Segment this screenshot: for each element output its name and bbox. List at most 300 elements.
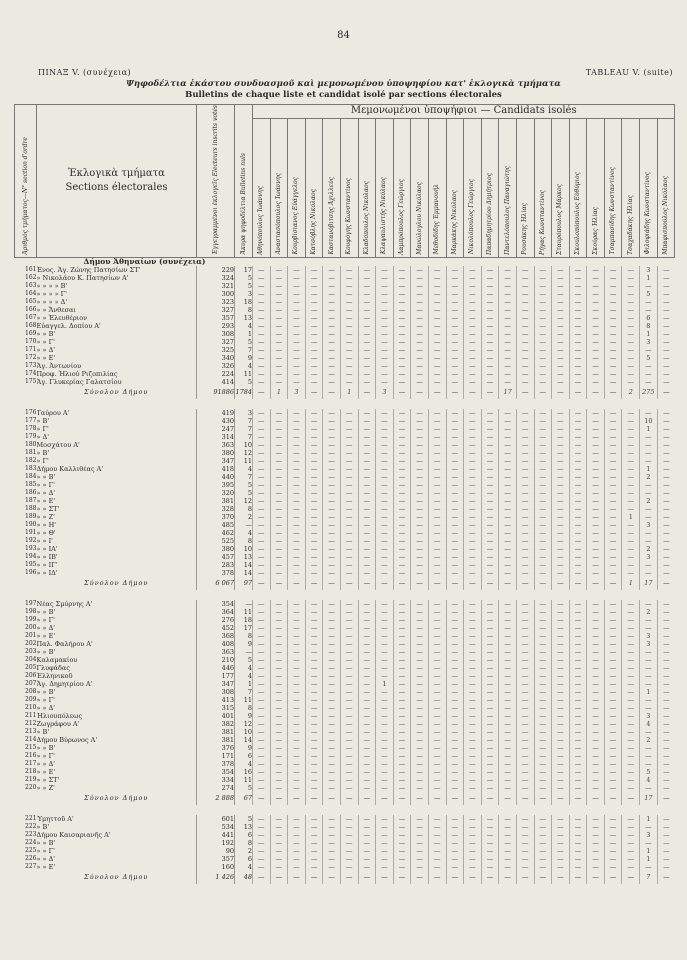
candidate-value: — [622,632,640,640]
candidate-value: — [305,672,323,680]
candidate-value: — [604,608,622,616]
candidate-value: — [481,569,499,577]
candidate-value: — [358,370,376,378]
candidate-value: — [411,672,429,680]
section-name: Ἑλληνικοῦ [36,671,73,680]
candidate-value: — [305,712,323,720]
candidate-value: — [657,752,675,760]
candidate-value: — [587,768,605,776]
candidate-value: — [446,505,464,513]
candidate-value: — [464,736,482,744]
table-row [15,266,675,274]
candidate-value: — [569,847,587,855]
electors-value: 347 [197,457,235,465]
candidate-value: — [393,370,411,378]
candidate-value: — [481,521,499,529]
candidate-value: — [481,529,499,537]
candidate-value: — [270,863,288,871]
candidate-value: — [481,704,499,712]
candidate-value: — [622,847,640,855]
candidate-value: — [481,696,499,704]
candidate-value: — [305,521,323,529]
candidate-value: — [323,577,341,590]
electors-value: 414 [197,378,235,386]
candidate-value: — [640,441,658,449]
candidate-value: — [657,537,675,545]
candidate-value: — [340,704,358,712]
candidate-value: 1 [640,465,658,473]
section-name: » » Β' [36,472,56,481]
candidate-value: — [516,776,534,784]
candidate-value: — [516,545,534,553]
section-number [15,871,37,884]
candidate-value: — [253,346,271,354]
candidate-value: — [305,330,323,338]
electors-value: 395 [197,481,235,489]
candidate-value: — [393,553,411,561]
candidate-header: Φιλοφιάδης Κωνσταντίνος [640,118,658,257]
candidate-value: — [534,776,552,784]
section-number: 176 [25,408,37,416]
candidate-value: — [640,370,658,378]
candidate-value: — [534,298,552,306]
candidate-value: — [534,561,552,569]
table-header [15,105,675,258]
candidate-value: — [411,760,429,768]
section-name: » » ΣΤ' [36,504,60,513]
candidate-value: — [516,744,534,752]
candidate-value: — [305,553,323,561]
table-row [15,784,675,792]
candidate-value: — [446,521,464,529]
candidate-value: — [323,561,341,569]
electors-value: 381 [197,736,235,744]
table-row [15,473,675,481]
candidate-value: — [428,871,446,884]
candidate-value: — [411,537,429,545]
candidate-value: — [499,338,517,346]
candidate-value: — [622,704,640,712]
candidate-value: — [270,672,288,680]
candidate-value: — [516,314,534,322]
candidate-value: — [358,441,376,449]
candidate-value: — [253,744,271,752]
candidate-value: — [569,632,587,640]
candidate-value: — [411,823,429,831]
candidate-value: — [569,815,587,823]
candidate-value: — [499,744,517,752]
candidate-value: — [481,728,499,736]
candidate-value: — [428,282,446,290]
section-name: » » » » Β' [36,281,68,290]
candidate-value: — [516,274,534,282]
candidate-value: — [552,537,570,545]
candidate-value: — [305,545,323,553]
candidate-header: Παντελόπουλος Παναγιώτης [499,118,517,257]
candidate-value: — [464,505,482,513]
candidate-value: — [516,457,534,465]
electors-value: 91886 [197,386,235,399]
candidate-header: Καστανόβιτσης Ἀχιλλεύς [323,118,341,257]
candidate-value: — [516,338,534,346]
invalid-value: 5 [235,274,253,282]
candidate-value: — [305,608,323,616]
candidate-value: — [534,521,552,529]
candidate-value: — [253,561,271,569]
electors-value: 363 [197,648,235,656]
candidate-value: — [288,815,306,823]
candidate-value: — [481,505,499,513]
candidate-value: — [604,815,622,823]
section-number: 221 [25,814,37,822]
candidate-value: — [270,505,288,513]
candidate-value: — [270,600,288,608]
candidate-value: — [428,497,446,505]
candidate-value: — [622,266,640,274]
candidate-header: Κλαψαυλιστής Νικόλαος [376,118,394,257]
section-number: 204 [25,655,37,663]
candidate-value: — [411,752,429,760]
candidate-value: — [270,441,288,449]
candidate-value: — [552,823,570,831]
candidate-value: — [604,338,622,346]
candidate-value: — [516,688,534,696]
invalid-value: 5 [235,378,253,386]
candidate-value: 5 [640,354,658,362]
candidate-value: — [516,378,534,386]
candidate-value: — [481,561,499,569]
candidate-value: — [393,338,411,346]
candidate-value: — [640,513,658,521]
candidate-value: — [622,752,640,760]
candidate-value: — [516,473,534,481]
candidate-value: — [288,680,306,688]
candidate-value: — [604,481,622,489]
candidate-value: — [516,616,534,624]
candidate-value: — [464,696,482,704]
candidate-value: — [288,362,306,370]
subtotal-row [15,871,675,884]
candidate-value: — [481,760,499,768]
candidate-value: — [393,314,411,322]
candidate-value: — [270,831,288,839]
candidate-header: Κουφόγης Κωνσταντίνος [340,118,358,257]
candidate-value: — [288,529,306,537]
candidate-value: — [481,792,499,805]
candidate-value: — [569,688,587,696]
section-name: » » Ἐλευθέριον [36,313,88,322]
candidate-value: — [569,664,587,672]
candidate-value: — [288,513,306,521]
candidate-value: — [587,871,605,884]
candidate-value: — [569,282,587,290]
candidate-value: — [376,441,394,449]
table-row [15,823,675,831]
candidate-value: — [253,449,271,457]
candidate-value: — [552,553,570,561]
candidate-value: — [657,712,675,720]
invalid-value: 9 [235,640,253,648]
candidate-value: 1 [640,855,658,863]
candidate-value: — [464,704,482,712]
candidate-value: — [516,577,534,590]
candidate-value: — [393,481,411,489]
candidate-value: — [499,640,517,648]
candidate-value: — [376,314,394,322]
invalid-value: — [235,600,253,608]
candidate-value: — [446,489,464,497]
candidate-value: — [587,616,605,624]
candidate-value: — [587,330,605,338]
candidate-value: — [358,282,376,290]
candidate-value: — [657,656,675,664]
candidate-value: — [288,728,306,736]
candidate-value: — [657,441,675,449]
candidate-value: — [464,425,482,433]
candidate-header: Μεθοδίδης Ἐμμανουήλ [428,118,446,257]
section-number: 203 [25,647,37,655]
candidate-value: — [376,823,394,831]
invalid-value: 5 [235,815,253,823]
candidate-value: — [270,370,288,378]
candidate-value: — [516,425,534,433]
candidate-value: — [358,863,376,871]
candidate-value: — [622,871,640,884]
section-name: » » » » Γ' [36,289,67,298]
candidate-value: — [376,624,394,632]
candidate-value: — [393,744,411,752]
candidate-value: — [428,616,446,624]
candidate-value: — [376,744,394,752]
candidate-value: — [288,616,306,624]
candidate-value: — [340,322,358,330]
title-french: Bulletins de chaque liste et candidat isolé par sections électorales [185,90,502,100]
candidate-value: 1 [640,330,658,338]
section-number: 195 [25,560,37,568]
section-name: » » Β' [36,647,56,656]
candidate-value: — [552,449,570,457]
candidate-value: — [640,346,658,354]
candidate-value: — [393,608,411,616]
section-name: Καλαμακίου [36,655,78,664]
candidate-value: — [622,473,640,481]
candidate-value: — [428,473,446,481]
candidate-value: — [534,425,552,433]
candidate-value: — [411,815,429,823]
candidate-value: — [587,712,605,720]
candidate-value: — [358,831,376,839]
candidate-value: — [305,505,323,513]
candidate-value: — [481,720,499,728]
candidate-value: — [428,553,446,561]
candidate-value: — [464,409,482,417]
candidate-value: — [253,664,271,672]
candidate-value: — [323,386,341,399]
candidate-value: — [323,338,341,346]
candidate-value: — [323,656,341,664]
candidate-value: — [358,839,376,847]
table-row [15,346,675,354]
candidate-value: — [393,298,411,306]
candidate-value: — [411,792,429,805]
candidate-value: — [499,632,517,640]
candidate-value: — [622,417,640,425]
section-number: 198 [25,607,37,615]
candidate-value: — [358,720,376,728]
candidate-value: — [411,632,429,640]
candidate-value: — [411,855,429,863]
section-title-row [15,257,675,266]
section-name: » Β' [36,448,50,457]
candidate-value: — [657,425,675,433]
section-number: 177 [25,416,37,424]
candidate-value: — [499,274,517,282]
candidate-value: — [376,425,394,433]
candidate-value: — [411,712,429,720]
candidate-value: — [270,290,288,298]
candidate-value: — [464,529,482,537]
electors-value: 534 [197,823,235,831]
candidate-value: — [305,314,323,322]
candidate-value: — [640,760,658,768]
candidate-value: — [552,863,570,871]
candidate-value: — [499,831,517,839]
candidate-value: — [253,521,271,529]
candidate-value: — [604,417,622,425]
candidate-value: — [516,600,534,608]
candidate-value: — [376,712,394,720]
candidate-value: — [534,354,552,362]
candidate-value: — [446,433,464,441]
candidate-value: — [464,871,482,884]
candidate-value: — [376,648,394,656]
candidate-value: — [376,760,394,768]
candidate-value: — [376,553,394,561]
candidate-value: — [516,696,534,704]
candidate-value: — [305,577,323,590]
candidate-value: — [622,736,640,744]
candidate-value: — [393,863,411,871]
candidate-value: — [604,505,622,513]
subtotal-row [15,577,675,590]
candidate-value: — [340,640,358,648]
candidate-value: — [657,561,675,569]
candidate-value: — [552,489,570,497]
candidate-value: — [323,489,341,497]
candidate-value: — [604,545,622,553]
candidate-value: — [323,457,341,465]
candidate-value: — [253,513,271,521]
candidate-value: — [499,616,517,624]
candidate-value: — [622,768,640,776]
candidate-value: — [516,513,534,521]
candidate-value: — [358,608,376,616]
candidate-value: — [428,600,446,608]
candidate-value: — [534,600,552,608]
candidate-value: — [340,274,358,282]
candidate-value: — [534,497,552,505]
candidate-value: — [587,680,605,688]
candidate-value: — [323,553,341,561]
electors-value: 380 [197,449,235,457]
candidate-value: — [569,545,587,553]
candidate-value: — [253,728,271,736]
candidate-value: — [358,457,376,465]
candidate-value: — [376,489,394,497]
candidate-value: — [481,370,499,378]
candidate-value: — [411,768,429,776]
section-name: » » Ἄνθεσαι [36,305,76,314]
candidate-value: — [428,274,446,282]
candidate-value: — [534,792,552,805]
candidate-value: — [499,354,517,362]
section-number: 173 [25,361,37,369]
candidate-value: — [481,378,499,386]
candidate-value: — [587,322,605,330]
candidate-value: — [534,266,552,274]
candidate-value: — [569,386,587,399]
candidate-value: — [516,823,534,831]
candidate-value: — [499,306,517,314]
candidate-value: — [288,505,306,513]
electors-value: 378 [197,569,235,577]
table-row [15,680,675,688]
candidate-value: — [428,752,446,760]
candidate-value: — [428,688,446,696]
section-number: 210 [25,703,37,711]
candidate-value: — [411,529,429,537]
candidate-value: — [358,847,376,855]
table-row [15,608,675,616]
candidate-value: — [358,696,376,704]
table-row [15,481,675,489]
candidate-value: — [499,569,517,577]
candidate-value: — [657,688,675,696]
candidate-value: — [657,330,675,338]
candidate-value: — [587,409,605,417]
candidate-value: — [604,497,622,505]
candidate-value: — [253,704,271,712]
candidate-value: — [305,688,323,696]
candidate-value: — [499,736,517,744]
candidate-value: — [323,831,341,839]
candidate-value: — [393,521,411,529]
candidate-value: — [534,855,552,863]
candidate-value: — [411,744,429,752]
candidate-value: — [604,720,622,728]
section-name: » » Ι' [36,536,53,545]
candidate-value: — [411,847,429,855]
candidate-value: — [481,330,499,338]
candidate-value: — [358,449,376,457]
candidate-value: — [428,656,446,664]
candidate-value: — [270,346,288,354]
candidate-value: — [569,481,587,489]
candidate-value: — [464,863,482,871]
candidate-value: — [552,441,570,449]
candidate-value: 1 [640,425,658,433]
candidate-value: — [253,720,271,728]
electors-value: 347 [197,680,235,688]
candidate-value: — [464,847,482,855]
candidate-value: — [604,752,622,760]
candidate-value: — [464,664,482,672]
invalid-value: 1 [235,680,253,688]
candidate-value: — [305,616,323,624]
candidate-value: — [446,481,464,489]
candidate-value: — [640,744,658,752]
candidate-value: — [481,537,499,545]
